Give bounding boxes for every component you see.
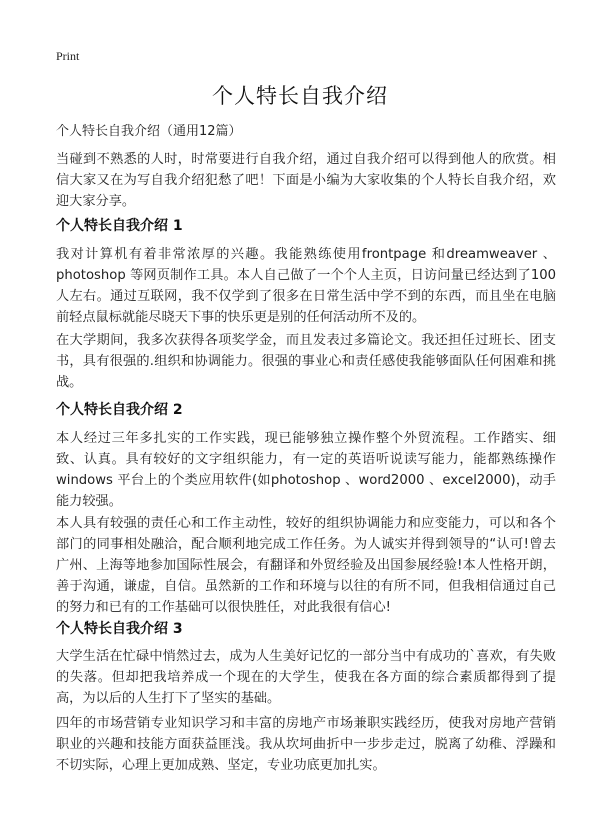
section-3-paragraph-1: 大学生活在忙碌中悄然过去，成为人生美好记忆的一部分当中有成功的`喜欢，有失败的失落。但却把我培养成一个现在的大学生，使我在各方面的综合素质都得到了提高，为以后的人生打下了坚实的基础。 (56, 649, 556, 706)
section-1-paragraph-2: 在大学期间，我多次获得各项奖学金，而且发表过多篇论文。我还担任过班长、团支书，具有很强的.组织和协调能力。很强的事业心和责任感使我能够面队任何困难和挑战。 (56, 333, 556, 390)
page-subtitle: 个人特长自我介绍（通用12篇） (56, 124, 242, 139)
section-heading-2: 个人特长自我介绍 2 (56, 402, 183, 418)
section-1-paragraph-1: 我对计算机有着非常浓厚的兴趣。我能熟练使用frontpage 和dreamweaver 、photoshop 等网页制作工具。本人自己做了一个个人主页，日访问量已经达到了100人左右。通过互联网，我不仅学到了很多在日常生活中学不到的东西，而且坐在电脑前轻点鼠标就能尽晓天下事的快乐更是别的任何活动所不及的。 (56, 247, 556, 325)
section-2-paragraph-1: 本人经过三年多扎实的工作实践，现已能够独立操作整个外贸流程。工作踏实、细致、认真。具有较好的文字组织能力，有一定的英语听说读写能力，能都熟练操作windows 平台上的个类应用软件(如photoshop 、word2000 、excel2000)，动手能力较强。 (56, 431, 556, 509)
section-3-paragraph-2: 四年的市场营销专业知识学习和丰富的房地产市场兼职实践经历，使我对房地产营销职业的兴趣和技能方面获益匪浅。我从坎坷曲折中一步步走过，脱离了幼稚、浮躁和不切实际，心理上更加成熟、坚定，专业功底更加扎实。 (56, 716, 556, 773)
page-title: 个人特长自我介绍 (212, 84, 388, 108)
section-heading-3: 个人特长自我介绍 3 (56, 621, 183, 637)
print-link[interactable]: Print (56, 49, 80, 63)
section-heading-1: 个人特长自我介绍 1 (56, 218, 183, 234)
section-2-paragraph-2: 本人具有较强的责任心和工作主动性，较好的组织协调能力和应变能力，可以和各个部门的同事相处融洽，配合顺利地完成工作任务。为人诚实并得到领导的“认可!曾去广州、上海等地参加国际性展会，有翻译和外贸经验及出国参展经验!本人性格开朗，善于沟通，谦虚，自信。虽然新的工作和环境与以往的有所不同，但我相信通过自己的努力和已有的工作基础可以很快胜任，对此我很有信心! (56, 516, 556, 615)
intro-paragraph: 当碰到不熟悉的人时，时常要进行自我介绍，通过自我介绍可以得到他人的欣赏。相信大家又在为写自我介绍犯愁了吧！下面是小编为大家收集的个人特长自我介绍，欢迎大家分享。 (56, 152, 556, 209)
